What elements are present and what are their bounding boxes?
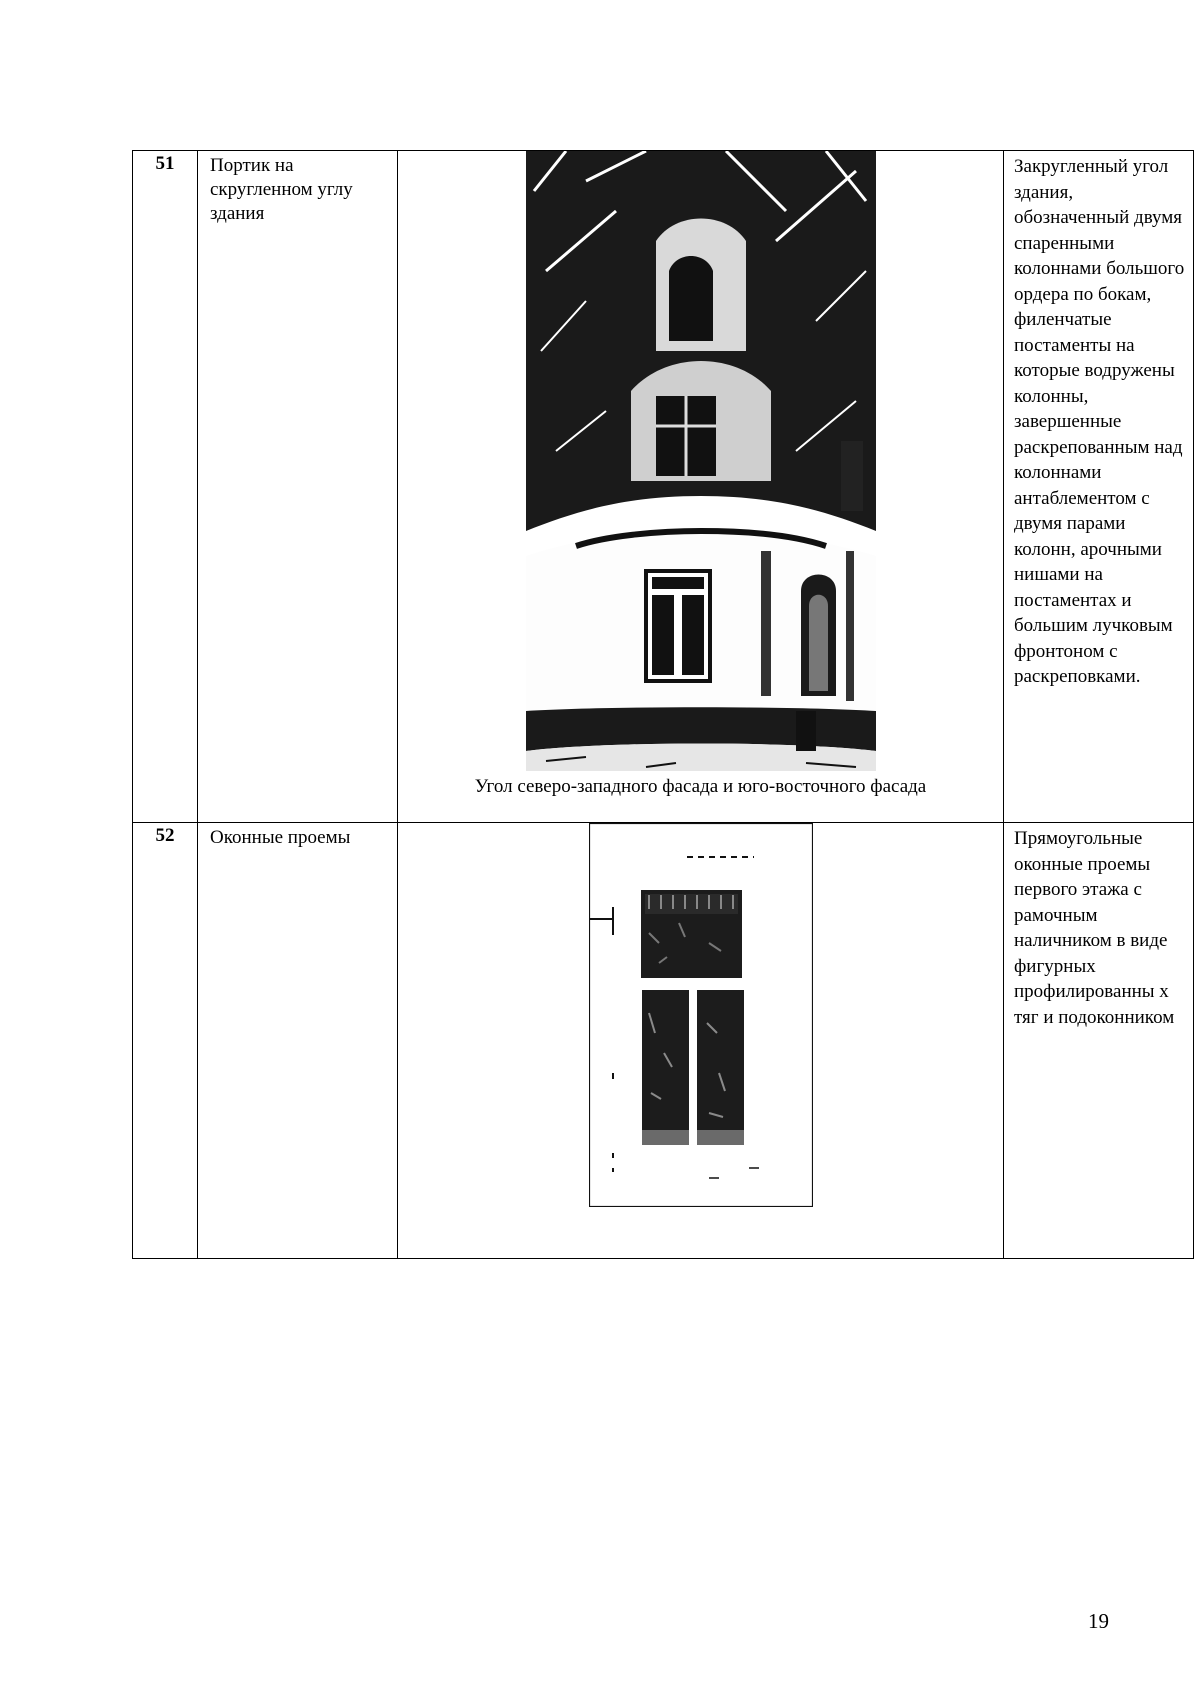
element-description: Закругленный угол здания, обозначенный двумя спаренными колоннами большого ордера по бокам, филенчатые постаменты на которые водружены колонны, завершенные раскрепованным над колоннами антаблементом с двумя парами колонн, арочными нишами на постаментах и большим лучковым фронтоном с раскреповками. [1004, 151, 1194, 823]
corner-facade-photo [526, 151, 876, 778]
image-cell [398, 823, 1004, 1259]
photo-caption: Угол северо-западного фасада и юго-восточного фасада [474, 776, 927, 797]
row-number: 52 [133, 823, 198, 1259]
table-row [133, 151, 1194, 823]
page-number: 19 [1088, 1609, 1109, 1633]
element-name: Оконные проемы [198, 823, 398, 1259]
image-cell [398, 151, 1004, 823]
window-opening-photo [589, 823, 813, 1207]
monument-elements-table [132, 150, 1194, 1259]
row-number: 51 [133, 151, 198, 823]
table-row [133, 823, 1194, 1259]
element-description: Прямоугольные оконные проемы первого этажа с рамочным наличником в виде фигурных профилированны х тяг и подоконником [1004, 823, 1194, 1259]
element-name: Портик на скругленном углу здания [198, 151, 398, 823]
